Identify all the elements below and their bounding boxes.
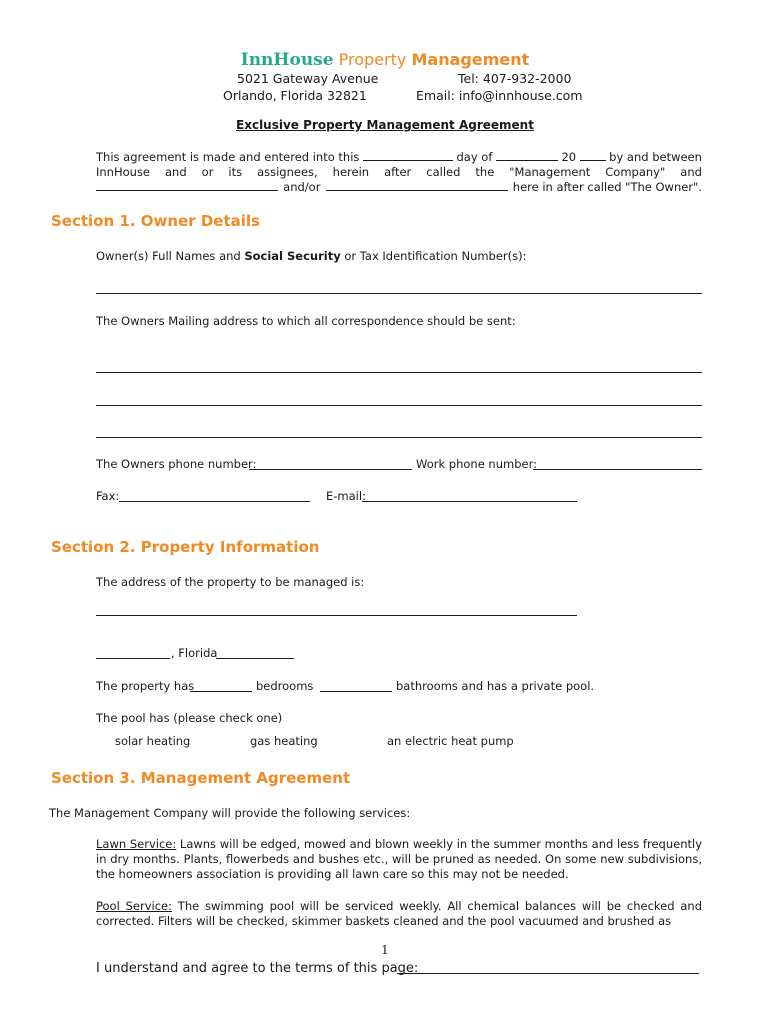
bathrooms-line[interactable] <box>320 691 392 692</box>
section-2-heading: Section 2. Property Information <box>51 538 320 556</box>
intro-word: called <box>426 165 461 179</box>
intro-text-2: day of <box>456 150 493 164</box>
intro-word: its <box>228 165 243 179</box>
bedrooms-label: bedrooms <box>256 679 314 693</box>
section-1-heading: Section 1. Owner Details <box>51 212 260 230</box>
brand-management: Management <box>411 50 530 69</box>
intro-word: and <box>165 165 187 179</box>
pool-service-paragraph <box>96 899 702 929</box>
owner-name-blank-2[interactable] <box>326 180 508 191</box>
fax-label: Fax: <box>96 489 120 503</box>
pool-has-label: The pool has (please check one) <box>96 711 283 725</box>
property-address-line[interactable] <box>96 615 577 616</box>
property-has-label: The property has <box>96 679 195 693</box>
section-3-heading: Section 3. Management Agreement <box>51 769 351 787</box>
acknowledge-signature-line[interactable] <box>397 973 699 974</box>
brand-innhouse: InnHouse <box>240 50 334 70</box>
pool-service-title: Pool Service: <box>96 899 172 913</box>
intro-word: Company" <box>605 165 666 179</box>
property-zip-line[interactable] <box>216 658 294 659</box>
email-line[interactable] <box>362 501 577 502</box>
brand-property: Property <box>338 50 407 69</box>
services-intro: The Management Company will provide the following services: <box>49 806 411 820</box>
owner-phone-line[interactable] <box>249 469 412 470</box>
company-street: 5021 Gateway Avenue <box>237 71 379 86</box>
bathrooms-label: bathrooms and has a private pool. <box>396 679 595 693</box>
intro-text-4: by and between <box>609 150 702 164</box>
option-electric-heat-pump[interactable]: an electric heat pump <box>387 734 514 748</box>
intro-word: assignees, <box>257 165 318 179</box>
pool-service-text: The swimming pool will be serviced weekly. All chemical balances will be checked and corrected. Filters will be checked, skimmer baskets cleaned and the pool vacuumed and brushed as <box>96 899 702 928</box>
property-city-line[interactable] <box>96 658 170 659</box>
date-month-blank[interactable] <box>496 150 558 161</box>
email-label: E-mail: <box>326 489 366 503</box>
intro-text-1: This agreement is made and entered into this <box>96 150 360 164</box>
florida-label: , Florida <box>171 646 218 660</box>
work-phone-label: Work phone number: <box>416 457 537 471</box>
owner-name-blank-1[interactable] <box>96 180 278 191</box>
intro-word: herein <box>332 165 370 179</box>
fax-line[interactable] <box>119 501 310 502</box>
intro-word: after <box>384 165 412 179</box>
lawn-service-title: Lawn Service: <box>96 837 177 851</box>
owner-names-label <box>96 249 527 263</box>
lawn-service-text: Lawns will be edged, mowed and blown weekly in the summer months and less frequently in dry months. Plants, flowerbeds and bushes etc., will be pruned as needed. On some new subdivisions, the homeowners association is providing all lawn care so this may not be needed. <box>96 837 702 881</box>
agreement-title: Exclusive Property Management Agreement <box>236 118 534 132</box>
intro-word: InnHouse <box>96 165 151 179</box>
bedrooms-line[interactable] <box>190 691 252 692</box>
company-email: Email: info@innhouse.com <box>416 88 583 103</box>
mailing-address-line-2[interactable] <box>96 405 702 406</box>
option-solar-heating[interactable]: solar heating <box>115 734 191 748</box>
acknowledge-label: I understand and agree to the terms of this page: <box>96 961 419 976</box>
owner-names-label-suffix: or Tax Identification Number(s): <box>340 249 527 263</box>
company-phone: Tel: 407-932-2000 <box>458 71 572 86</box>
option-gas-heating[interactable]: gas heating <box>250 734 318 748</box>
owner-phone-label: The Owners phone number: <box>96 457 257 471</box>
mailing-address-label: The Owners Mailing address to which all correspondence should be sent: <box>96 314 516 328</box>
owner-names-line[interactable] <box>96 293 702 294</box>
page-number: 1 <box>381 943 389 957</box>
intro-word: the <box>475 165 495 179</box>
intro-word: "Management <box>509 165 591 179</box>
work-phone-line[interactable] <box>533 469 702 470</box>
date-year-blank[interactable] <box>580 150 606 161</box>
intro-text-5: and/or <box>283 180 321 194</box>
lawn-service-paragraph <box>96 837 702 882</box>
company-city: Orlando, Florida 32821 <box>223 88 367 103</box>
mailing-address-line-3[interactable] <box>96 437 702 438</box>
property-address-label: The address of the property to be managed is: <box>96 575 365 589</box>
intro-text-3: 20 <box>561 150 577 164</box>
owner-names-label-bold: Social Security <box>244 249 341 263</box>
intro-text-6: here in after called "The Owner". <box>512 180 702 194</box>
mailing-address-line-1[interactable] <box>96 372 702 373</box>
intro-paragraph <box>96 150 702 195</box>
owner-names-label-prefix: Owner(s) Full Names and <box>96 249 245 263</box>
date-day-blank[interactable] <box>363 150 453 161</box>
intro-word: or <box>201 165 214 179</box>
intro-word: and <box>680 165 702 179</box>
company-brand <box>0 50 770 70</box>
